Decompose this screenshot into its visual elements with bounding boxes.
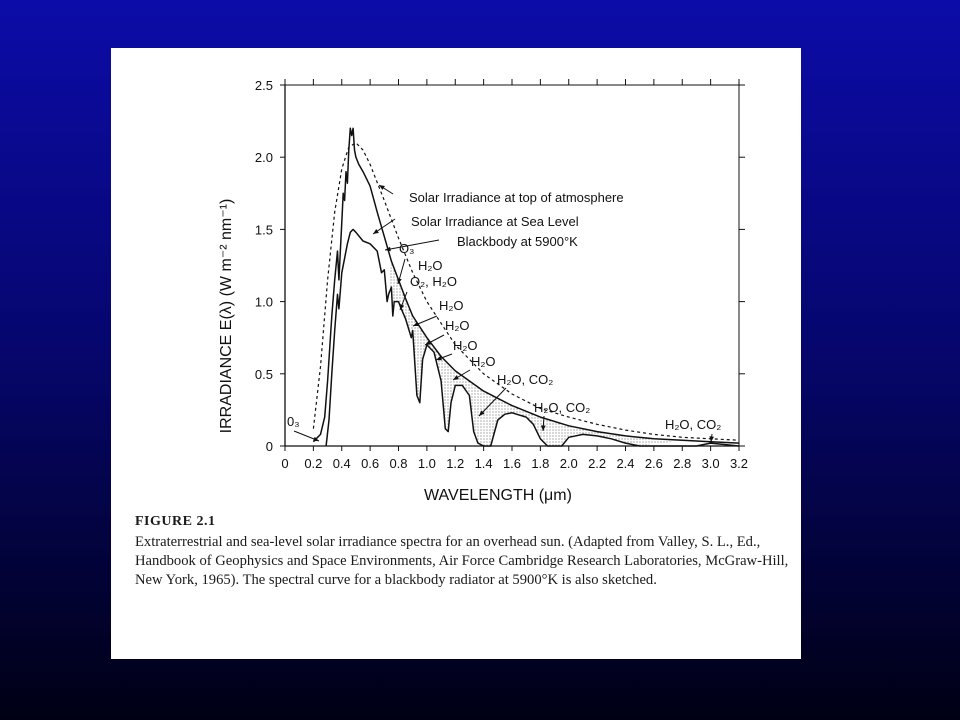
annotation-label: O₂, H₂O [410,274,457,289]
x-tick-label: 2.6 [644,456,663,471]
x-tick-label: 1.8 [531,456,550,471]
annotation-label: O₃ [399,241,415,256]
y-tick-label: 1.0 [254,294,273,310]
series-lines [313,128,739,446]
x-tick-label: 0.6 [361,456,380,471]
annotation-label: H₂O [471,354,496,369]
x-tick-label: 1.6 [502,456,522,471]
series-line-0 [313,128,739,443]
arrowhead [379,185,385,190]
x-tick-label: 1.0 [417,456,436,471]
spectrum-chart [111,48,801,518]
annotation-label: H₂O, CO₂ [497,372,554,387]
x-tick-label: 0.4 [332,456,351,471]
x-axis-title: WAVELENGTH (μm) [424,487,572,504]
y-tick-label: 1.5 [254,222,273,238]
x-tick-label: 3.2 [729,456,749,471]
annotation-label: H₂O, CO₂ [665,417,722,432]
annotation-label: H₂O [445,318,470,333]
x-tick-label: 1.2 [446,456,465,471]
y-tick-label: 2.5 [254,78,273,93]
annotation-label: Solar Irradiance at top of atmosphere [409,190,624,205]
y-tick-label: 0.5 [254,366,273,382]
y-tick-label: 0 [265,439,273,454]
series-line-2 [313,143,739,440]
y-axis-title: IRRADIANCE E(λ) (W m⁻² nm⁻¹) [218,198,235,434]
x-tick-label: 2.4 [616,456,635,471]
annotation-label: Solar Irradiance at Sea Level [411,214,579,229]
annotation-label: 0₃ [287,414,300,429]
x-tick-label: 0.2 [304,456,323,471]
x-tick-label: 3.0 [701,456,720,471]
x-tick-label: 0 [281,456,289,471]
figure-panel [111,48,801,659]
annotation-label: H₂O, CO₂ [534,400,591,415]
annotation-label: H₂O [418,258,443,273]
x-tick-label: 1.4 [474,456,493,471]
annotation-label: H₂O [439,298,464,313]
figure-caption [135,514,795,590]
x-tick-label: 2.8 [673,456,692,471]
caption-label: FIGURE 2.1 [135,514,216,529]
arrowhead [373,229,379,234]
caption-text: Extraterrestrial and sea-level solar irradiance spectra for an overhead sun. (Adapted from Valley, S. L., Ed., Handbook of Geophysics and Space Environments, Air Force Cambridge Research Laboratories, McGraw-Hill, New York, 1965). The spectral curve for a blackbody radiator at 5900°K is also sketched. [135,534,789,588]
x-tick-label: 0.8 [389,456,408,471]
x-tick-label: 2.2 [588,456,607,471]
annotation-label: Blackbody at 5900°K [457,234,578,249]
y-tick-label: 2.0 [254,150,273,166]
annotation-label: H₂O [453,338,478,353]
x-tick-label: 2.0 [559,456,578,471]
